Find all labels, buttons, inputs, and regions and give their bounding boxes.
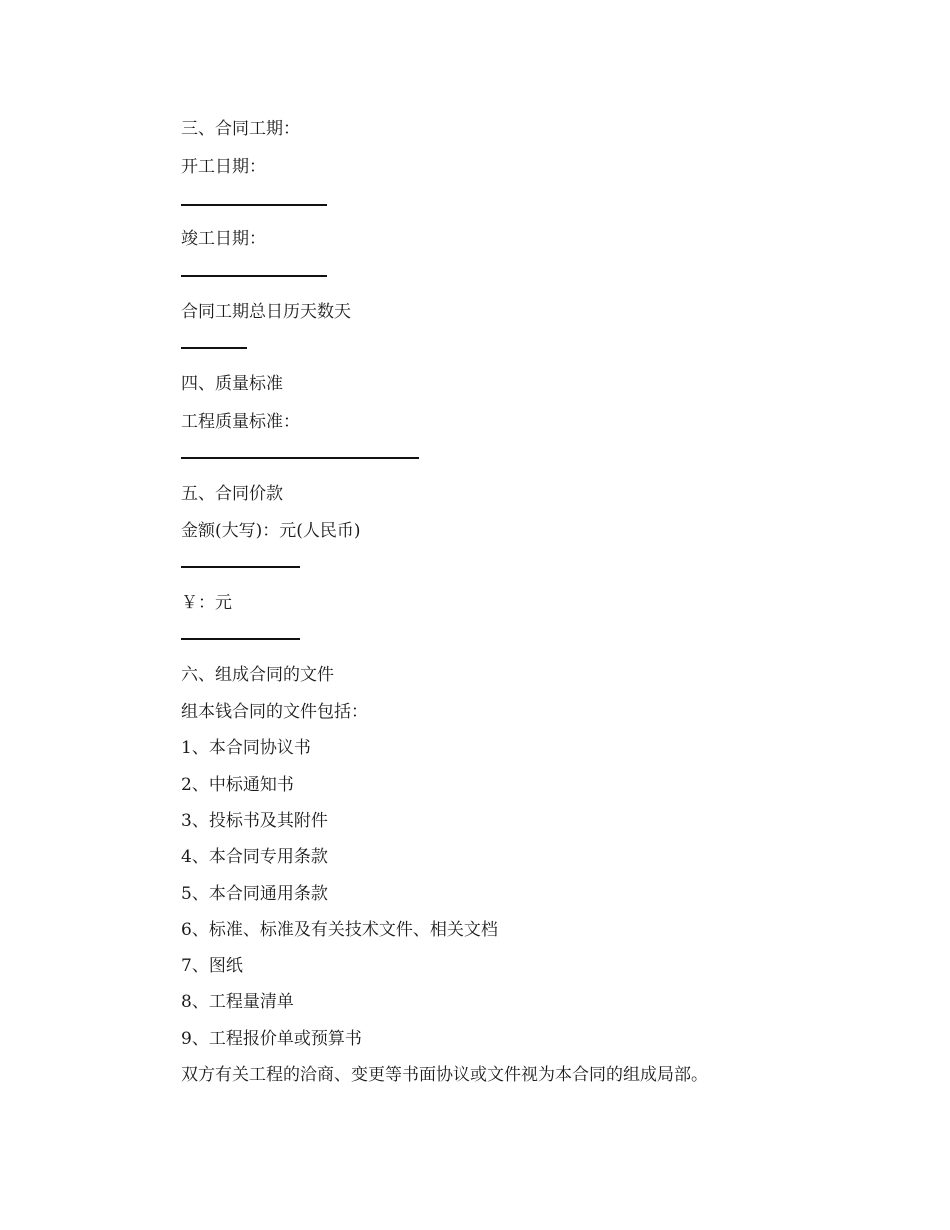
document-item-7: 7、图纸	[181, 956, 243, 976]
document-item-3: 3、投标书及其附件	[181, 811, 328, 831]
document-item-8: 8、工程量清单	[181, 992, 294, 1012]
section6-heading: 六、组成合同的文件	[181, 665, 334, 685]
document-item-1: 1、本合同协议书	[181, 738, 311, 758]
document-item-4: 4、本合同专用条款	[181, 847, 328, 867]
section5-heading: 五、合同价款	[181, 484, 283, 504]
start-date-label: 开工日期：	[181, 157, 266, 177]
total-days-label: 合同工期总日历天数天	[181, 302, 351, 322]
document-item-6: 6、标准、标准及有关技术文件、相关文档	[181, 920, 498, 940]
amount-figure-blank[interactable]	[181, 638, 300, 640]
document-item-9: 9、工程报价单或预算书	[181, 1029, 362, 1049]
section6-intro: 组本钱合同的文件包括：	[181, 702, 368, 722]
end-date-label: 竣工日期：	[181, 229, 266, 249]
document-item-5: 5、本合同通用条款	[181, 884, 328, 904]
quality-standard-label: 工程质量标准：	[181, 412, 300, 432]
quality-standard-blank[interactable]	[181, 457, 419, 459]
section6-closing: 双方有关工程的洽商、变更等书面协议或文件视为本合同的组成局部。	[181, 1065, 708, 1085]
total-days-blank[interactable]	[181, 347, 247, 349]
amount-words-blank[interactable]	[181, 566, 300, 568]
amount-figure-label: ￥：元	[181, 593, 232, 613]
section3-heading: 三、合同工期：	[181, 119, 300, 139]
end-date-blank[interactable]	[181, 275, 327, 277]
section4-heading: 四、质量标准	[181, 374, 283, 394]
start-date-blank[interactable]	[181, 204, 327, 206]
document-item-2: 2、中标通知书	[181, 775, 294, 795]
amount-words-label: 金额(大写)：元(人民币)	[181, 521, 361, 541]
